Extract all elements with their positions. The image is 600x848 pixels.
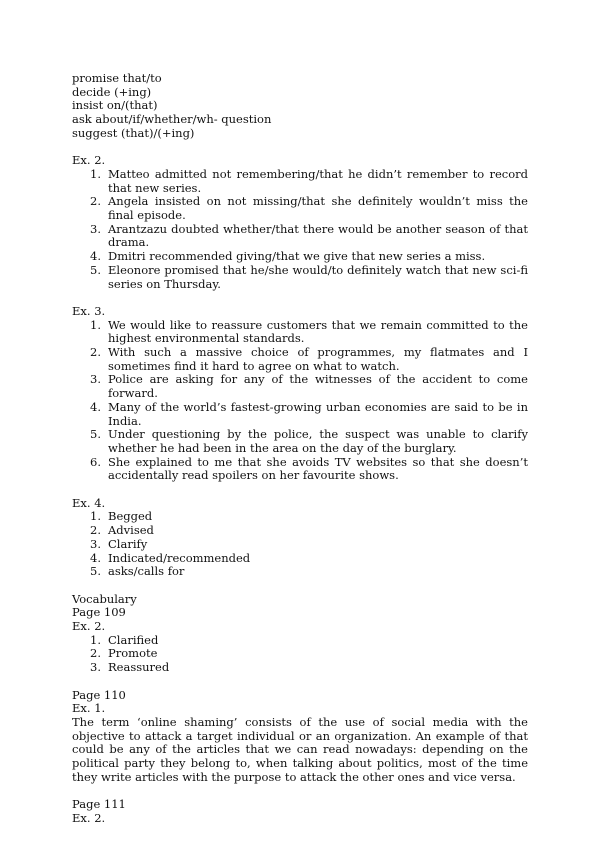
list-item [72, 195, 528, 222]
item-text: We would like to reassure customers that we remain committed to the highest environmental standards. [108, 317, 528, 346]
exercise-4-section [72, 497, 528, 579]
list-item [72, 634, 528, 648]
list-item [72, 319, 528, 346]
vocabulary-list [72, 634, 528, 675]
exercise-2-section [72, 154, 528, 291]
list-item [72, 346, 528, 373]
item-number: 3. [90, 221, 101, 236]
item-text: Clarified [108, 632, 159, 647]
item-text: Police are asking for any of the witnesses of the accident to come forward. [108, 372, 528, 401]
exercise-heading: Ex. 3. [72, 303, 106, 318]
list-item [72, 456, 528, 483]
exercise-4-list [72, 510, 528, 579]
intro-line: promise that/to [72, 71, 162, 85]
list-item [72, 510, 528, 524]
item-number: 4. [90, 249, 101, 264]
exercise-3-list [72, 319, 528, 483]
page-reference: Page 110 [72, 687, 126, 702]
item-text: Many of the world’s fastest-growing urban economies are said to be in India. [108, 399, 528, 428]
intro-line: decide (+ing) [72, 84, 152, 99]
exercise-2-list [72, 168, 528, 291]
list-item [72, 538, 528, 552]
section-title: Vocabulary [72, 591, 137, 606]
exercise-heading: Ex. 4. [72, 495, 106, 510]
item-text: Under questioning by the police, the suspect was unable to clarify whether he had been in the area on the day of the burglary. [108, 427, 528, 455]
list-item [72, 250, 528, 264]
list-item [72, 264, 528, 291]
item-number: 3. [90, 372, 101, 387]
item-text: Begged [108, 509, 153, 524]
item-number: 6. [90, 454, 101, 469]
item-number: 2. [90, 194, 101, 209]
list-item [72, 661, 528, 675]
item-text: Angela insisted on not missing/that she definitely wouldn’t miss the final episode. [108, 194, 528, 223]
exercise-heading: Ex. 2. [72, 619, 106, 634]
list-item [72, 223, 528, 250]
item-text: Arantzazu doubted whether/that there would be another season of that drama. [108, 221, 528, 250]
item-text: Promote [108, 646, 158, 661]
page-111-section [72, 798, 528, 825]
list-item [72, 647, 528, 661]
item-number: 5. [90, 262, 101, 277]
page-reference: Page 111 [72, 797, 126, 812]
answer-paragraph: The term ‘online shaming’ consists of the use of social media with the objective to attack a target individual or an organization. An example of that could be any of the articles that we can read nowadays: depending on the political party they belong to, when talking about politics, most of the time they write articles with the purpose to attack the other ones and vice versa. [72, 714, 528, 784]
item-number: 5. [90, 564, 101, 579]
item-text: With such a massive choice of programmes, my flatmates and I sometimes find it hard to agree on what to watch. [108, 345, 528, 373]
list-item [72, 168, 528, 195]
item-number: 3. [90, 536, 101, 551]
list-item [72, 524, 528, 538]
item-number: 1. [90, 509, 101, 524]
item-number: 2. [90, 646, 101, 661]
vocabulary-section [72, 593, 528, 675]
item-number: 1. [90, 317, 101, 332]
item-text: Dmitri recommended giving/that we give that new series a miss. [108, 249, 486, 264]
item-number: 1. [90, 632, 101, 647]
page-reference: Page 109 [72, 605, 126, 620]
exercise-heading: Ex. 2. [72, 153, 106, 168]
list-item [72, 373, 528, 400]
item-number: 1. [90, 166, 101, 181]
item-text: asks/calls for [108, 564, 185, 579]
exercise-heading: Ex. 2. [72, 810, 106, 825]
item-text: Eleonore promised that he/she would/to definitely watch that new sci-fi series on Thursday. [108, 262, 528, 291]
list-item [72, 552, 528, 566]
item-text: Matteo admitted not remembering/that he didn’t remember to record that new series. [108, 166, 528, 195]
exercise-3-section [72, 305, 528, 483]
intro-line: suggest (that)/(+ing) [72, 125, 195, 140]
item-number: 2. [90, 345, 101, 360]
list-item [72, 428, 528, 455]
item-number: 4. [90, 550, 101, 565]
item-text: Clarify [108, 536, 148, 551]
item-text: Indicated/recommended [108, 550, 251, 565]
list-item [72, 401, 528, 428]
item-number: 5. [90, 427, 101, 442]
item-number: 2. [90, 523, 101, 538]
intro-line: insist on/(that) [72, 98, 158, 113]
intro-line: ask about/if/whether/wh- question [72, 112, 272, 127]
document-page [72, 72, 528, 826]
item-text: Reassured [108, 660, 170, 675]
list-item [72, 565, 528, 579]
item-text: She explained to me that she avoids TV websites so that she doesn’t accidentally read spoilers on her favourite shows. [108, 454, 528, 483]
page-110-section [72, 689, 528, 785]
intro-list [72, 72, 528, 141]
item-number: 3. [90, 660, 101, 675]
exercise-heading: Ex. 1. [72, 701, 106, 716]
item-text: Advised [108, 523, 154, 538]
item-number: 4. [90, 399, 101, 414]
